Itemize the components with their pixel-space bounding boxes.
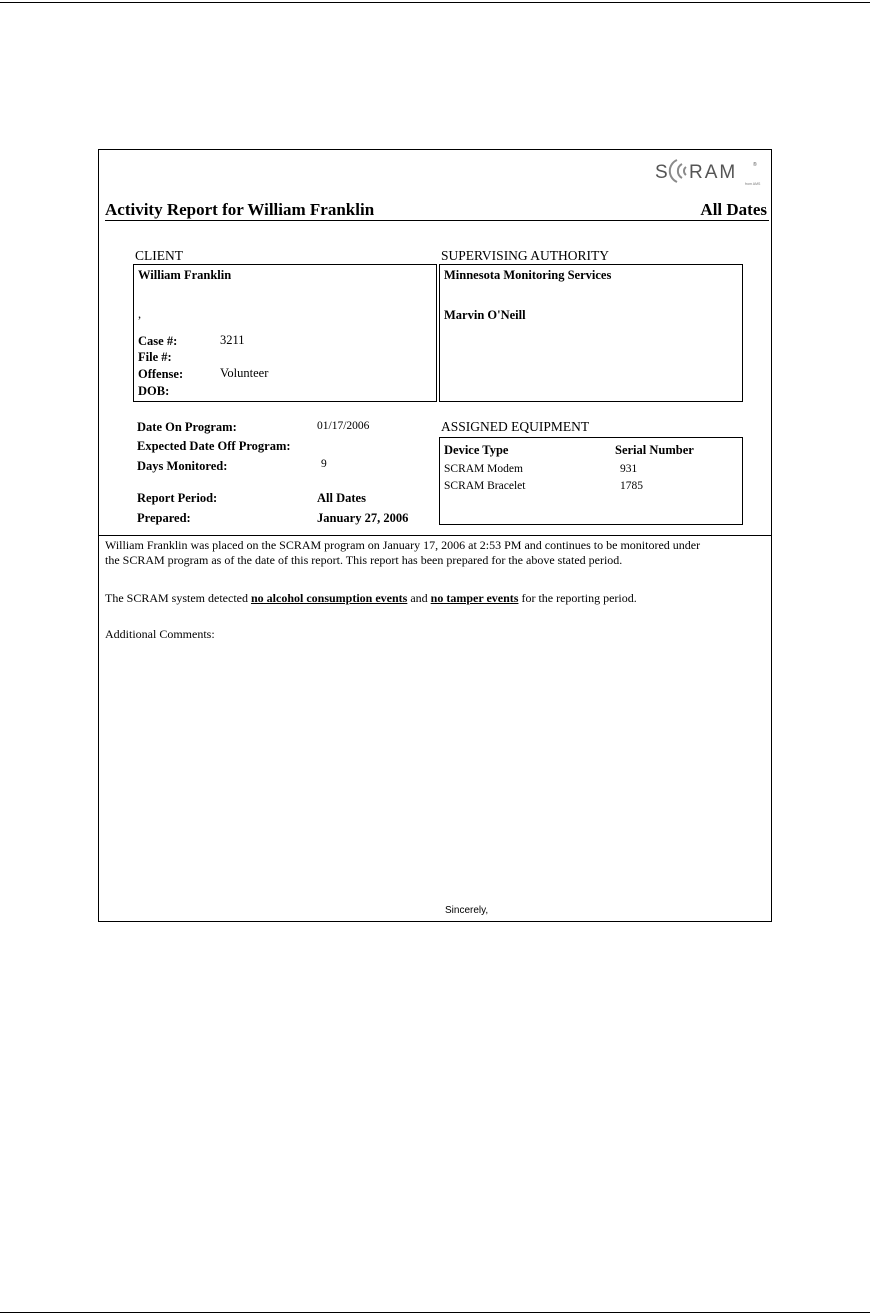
case-value: 3211: [220, 333, 245, 347]
date-on-label: Date On Program:: [137, 420, 237, 434]
logo-registered: ®: [753, 162, 757, 168]
closing-sincerely: Sincerely,: [445, 905, 489, 916]
additional-comments-label: Additional Comments:: [105, 627, 215, 641]
equipment-row-device: SCRAM Bracelet: [444, 480, 526, 492]
authority-box: [439, 264, 743, 402]
report-period-heading: All Dates: [700, 200, 767, 219]
title-rule: [105, 220, 769, 221]
authority-section-label: SUPERVISING AUTHORITY: [441, 248, 610, 263]
logo-arc-outer: [670, 160, 677, 182]
report-title: Activity Report for William Franklin: [105, 200, 375, 219]
summary-rule: [99, 535, 771, 536]
equipment-row-device: SCRAM Modem: [444, 463, 523, 475]
activity-report: [98, 149, 772, 922]
scram-logo: [655, 156, 761, 186]
alcohol-events-result: no alcohol consumption events: [250, 591, 408, 605]
client-box: [133, 264, 437, 402]
summary-line-1: William Franklin was placed on the SCRAM program on January 17, 2006 at 2:53 PM and continues to be monitored under: [105, 538, 701, 552]
equipment-row-serial: 931: [620, 463, 638, 475]
detection-suffix: for the reporting period.: [518, 591, 637, 605]
logo-tagline: from AMS: [745, 182, 761, 186]
authority-contact: Marvin O'Neill: [444, 308, 526, 322]
case-label: Case #:: [138, 334, 178, 348]
prepared-label: Prepared:: [137, 511, 191, 525]
days-monitored-label: Days Monitored:: [137, 459, 228, 473]
tamper-events-result: no tamper events: [430, 591, 519, 605]
file-label: File #:: [138, 350, 172, 364]
equipment-section-label: ASSIGNED EQUIPMENT: [441, 419, 590, 434]
equipment-box: [439, 437, 743, 525]
summary-line-2: the SCRAM program as of the date of this report. This report has been prepared for the above stated period.: [105, 553, 623, 567]
client-address: ,: [138, 307, 142, 321]
page-bottom-rule: [0, 1312, 870, 1313]
days-monitored-value: 9: [321, 458, 327, 470]
page-top-rule: [0, 2, 870, 3]
logo-s: S: [655, 162, 668, 183]
detection-prefix: The SCRAM system detected: [105, 591, 251, 605]
authority-organization: Minnesota Monitoring Services: [444, 268, 612, 282]
client-name: William Franklin: [138, 268, 232, 282]
logo-arc-middle: [678, 164, 682, 178]
detection-and: and: [407, 591, 431, 605]
offense-label: Offense:: [138, 367, 184, 381]
device-type-header: Device Type: [444, 443, 509, 457]
logo-arc-inner: [684, 167, 686, 175]
report-period-label: Report Period:: [137, 491, 218, 505]
dob-label: DOB:: [138, 384, 170, 398]
logo-ram: RAM: [689, 162, 738, 183]
serial-number-header: Serial Number: [615, 443, 694, 457]
date-on-value: 01/17/2006: [317, 420, 370, 432]
equipment-row-serial: 1785: [620, 480, 643, 492]
detection-statement: [105, 591, 637, 606]
offense-value: Volunteer: [220, 366, 269, 380]
expected-off-label: Expected Date Off Program:: [137, 439, 291, 453]
client-section-label: CLIENT: [135, 248, 183, 263]
report-period-value: All Dates: [317, 491, 366, 505]
prepared-value: January 27, 2006: [317, 511, 409, 525]
